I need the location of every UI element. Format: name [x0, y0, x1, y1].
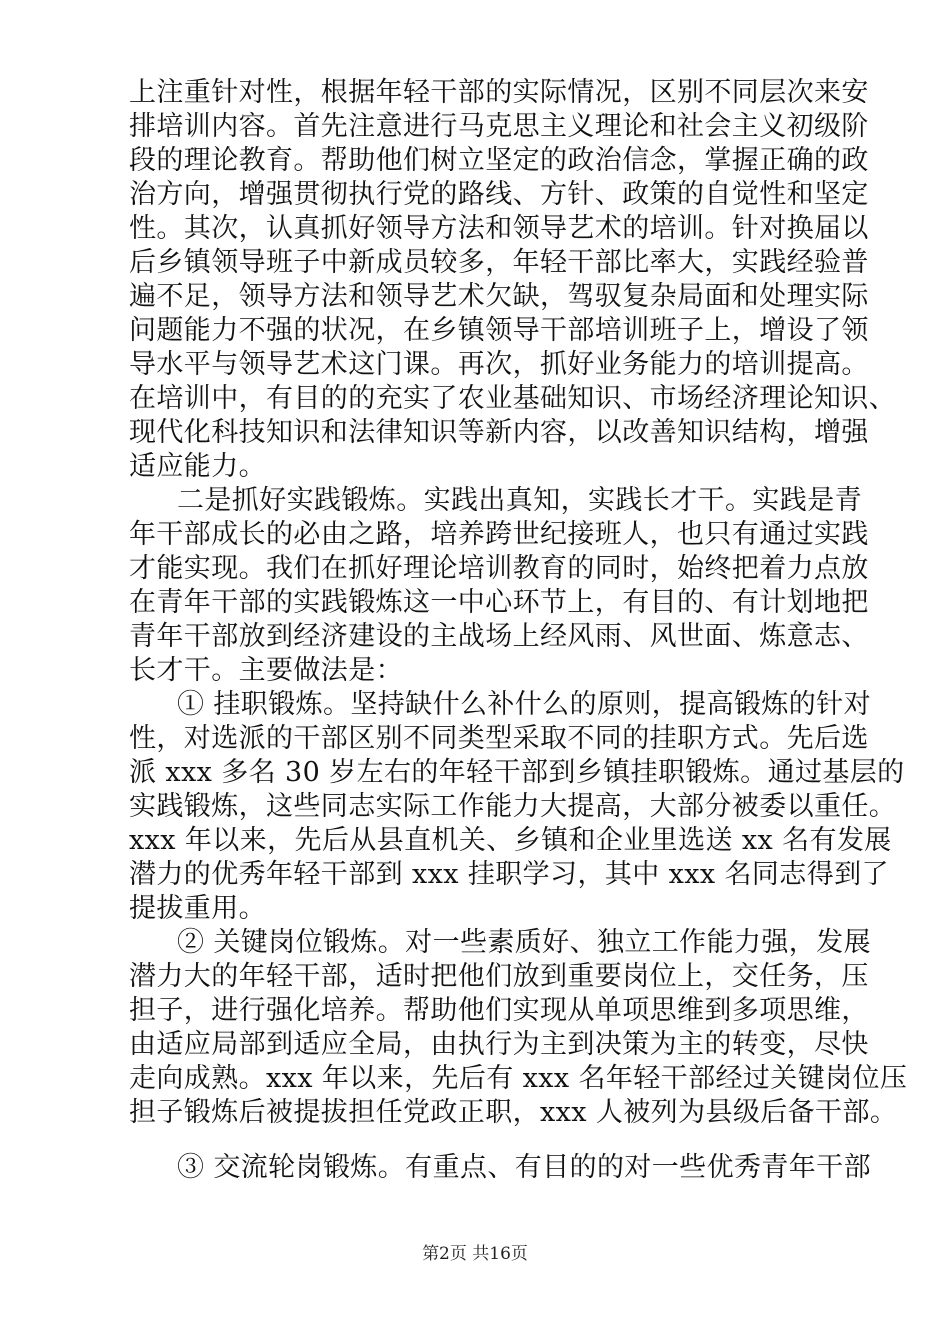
text-line: 年干部成长的必由之路，培养跨世纪接班人，也只有通过实践 — [129, 519, 869, 550]
paragraph-start-line: ② 关键岗位锻炼。对一些素质好、独立工作能力强，发展 — [177, 927, 871, 958]
text-line: 问题能力不强的状况，在乡镇领导干部培训班子上，增设了领 — [129, 315, 869, 346]
text-line: 排培训内容。首先注意进行马克思主义理论和社会主义初级阶 — [129, 111, 869, 142]
text-line: 遍不足，领导方法和领导艺术欠缺，驾驭复杂局面和处理实际 — [129, 281, 869, 312]
text-line: 青年干部放到经济建设的主战场上经风雨、风世面、炼意志、 — [129, 621, 869, 652]
text-line: 走向成熟。xxx 年以来，先后有 xxx 名年轻干部经过关键岗位压 — [129, 1063, 908, 1094]
text-line: 导水平与领导艺术这门课。再次，抓好业务能力的培训提高。 — [129, 349, 869, 380]
text-line: 由适应局部到适应全局，由执行为主到决策为主的转变，尽快 — [129, 1029, 869, 1060]
text-line: 派 xxx 多名 30 岁左右的年轻干部到乡镇挂职锻炼。通过基层的 — [129, 757, 905, 788]
text-line: 担子锻炼后被提拔担任党政正职，xxx 人被列为县级后备干部。 — [129, 1097, 898, 1128]
page-number-footer: 第2页 共16页 — [422, 1244, 528, 1264]
text-line: 担子，进行强化培养。帮助他们实现从单项思维到多项思维， — [129, 995, 869, 1026]
text-line: 上注重针对性，根据年轻干部的实际情况，区别不同层次来安 — [129, 77, 869, 108]
text-line: 性。其次，认真抓好领导方法和领导艺术的培训。针对换届以 — [129, 213, 869, 244]
text-line: 治方向，增强贯彻执行党的路线、方针、政策的自觉性和坚定 — [129, 179, 869, 210]
text-line: 后乡镇领导班子中新成员较多，年轻干部比率大，实践经验普 — [129, 247, 869, 278]
text-line: 长才干。主要做法是： — [129, 655, 403, 686]
text-line: 在培训中，有目的的充实了农业基础知识、市场经济理论知识、 — [129, 383, 897, 414]
text-line: xxx 年以来，先后从县直机关、乡镇和企业里选送 xx 名有发展 — [129, 825, 892, 856]
text-line: 提拔重用。 — [129, 893, 266, 924]
paragraph-start-line: ③ 交流轮岗锻炼。有重点、有目的的对一些优秀青年干部 — [177, 1152, 871, 1183]
paragraph-start-line: ① 挂职锻炼。坚持缺什么补什么的原则，提高锻炼的针对 — [177, 689, 871, 720]
text-line: 潜力的优秀年轻干部到 xxx 挂职学习，其中 xxx 名同志得到了 — [129, 859, 889, 890]
text-line: 在青年干部的实践锻炼这一中心环节上，有目的、有计划地把 — [129, 587, 869, 618]
text-line: 潜力大的年轻干部，适时把他们放到重要岗位上，交任务，压 — [129, 961, 869, 992]
text-line: 才能实现。我们在抓好理论培训教育的同时，始终把着力点放 — [129, 553, 869, 584]
text-line: 现代化科技知识和法律知识等新内容，以改善知识结构，增强 — [129, 417, 869, 448]
text-line: 性，对选派的干部区别不同类型采取不同的挂职方式。先后选 — [129, 723, 869, 754]
text-line: 段的理论教育。帮助他们树立坚定的政治信念，掌握正确的政 — [129, 145, 869, 176]
text-line: 实践锻炼，这些同志实际工作能力大提高，大部分被委以重任。 — [129, 791, 897, 822]
paragraph-start-line: 二是抓好实践锻炼。实践出真知，实践长才干。实践是青 — [177, 485, 862, 516]
text-line: 适应能力。 — [129, 451, 266, 482]
